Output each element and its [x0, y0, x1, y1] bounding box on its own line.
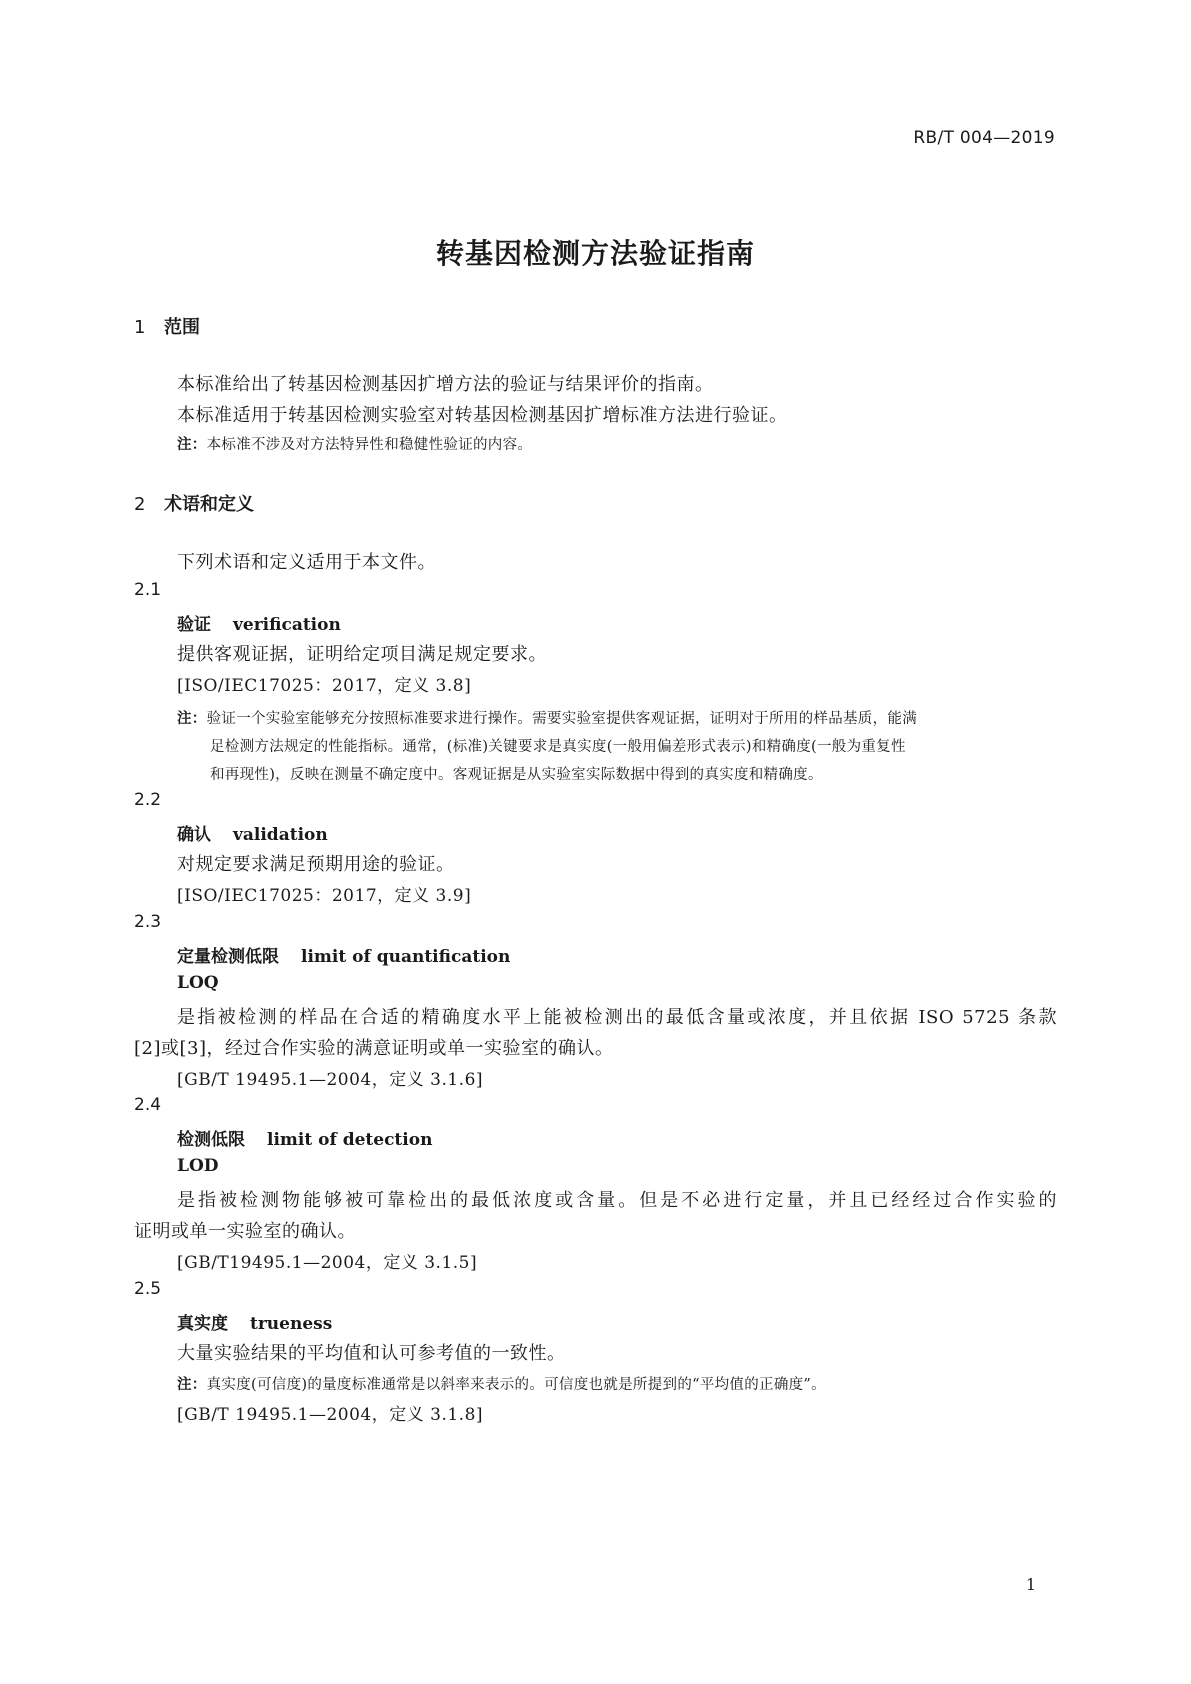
- term-en: trueness: [250, 1314, 333, 1334]
- definition-2-3-line-2: [2]或[3]，经过合作实验的满意证明或单一实验室的确认。: [134, 1038, 614, 1059]
- section-1-note: [177, 433, 532, 454]
- document-title: 转基因检测方法验证指南: [435, 237, 755, 270]
- source-2-3: [GB/T 19495.1—2004，定义 3.1.6]: [177, 1070, 484, 1090]
- definition-2-4-line-2: 证明或单一实验室的确认。: [134, 1221, 356, 1242]
- term-validation: [177, 820, 328, 845]
- term-zh: 检测低限: [177, 1130, 245, 1150]
- definition-2-2: 对规定要求满足预期用途的验证。: [177, 854, 455, 875]
- definition-2-4-line-1: 是指被检测物能够被可靠检出的最低浓度或含量。但是不必进行定量，并且已经经过合作实验的: [177, 1190, 1057, 1211]
- definition-2-1: 提供客观证据，证明给定项目满足规定要求。: [177, 644, 547, 665]
- note-label: 注：: [177, 1377, 207, 1393]
- note-2-5: [177, 1373, 826, 1394]
- page-number: 1: [1025, 1575, 1036, 1594]
- source-2-1: [ISO/IEC17025：2017，定义 3.8]: [177, 676, 472, 696]
- abbreviation-lod: LOD: [177, 1156, 219, 1176]
- note-text: 验证一个实验室能够充分按照标准要求进行操作。需要实验室提供客观证据，证明对于所用的样品基质，能满: [206, 711, 918, 727]
- clause-number-2-1: 2.1: [134, 580, 162, 600]
- section-1-paragraph-1: 本标准给出了转基因检测基因扩增方法的验证与结果评价的指南。: [177, 374, 714, 395]
- term-en: verification: [233, 615, 341, 635]
- term-zh: 真实度: [177, 1314, 228, 1334]
- note-text: 本标准不涉及对方法特异性和稳健性验证的内容。: [206, 437, 533, 453]
- source-2-2: [ISO/IEC17025：2017，定义 3.9]: [177, 886, 472, 906]
- source-2-4: [GB/T19495.1—2004，定义 3.1.5]: [177, 1253, 478, 1273]
- term-limit-of-quantification: [177, 942, 510, 967]
- note-2-1-line-2: 足检测方法规定的性能指标。通常，(标准)关键要求是真实度(一般用偏差形式表示)和精确度(一般为重复性: [210, 739, 906, 755]
- definition-2-5: 大量实验结果的平均值和认可参考值的一致性。: [177, 1343, 566, 1364]
- clause-number-2-2: 2.2: [134, 790, 162, 810]
- section-2-intro: 下列术语和定义适用于本文件。: [177, 552, 436, 573]
- note-2-1-line-1: [177, 707, 917, 728]
- section-1-paragraph-2: 本标准适用于转基因检测实验室对转基因检测基因扩增标准方法进行验证。: [177, 405, 788, 426]
- standard-code: RB/T 004—2019: [913, 128, 1055, 148]
- source-2-5: [GB/T 19495.1—2004，定义 3.1.8]: [177, 1405, 484, 1425]
- section-1-heading: [134, 313, 200, 339]
- term-verification: [177, 610, 341, 635]
- section-title: 范围: [164, 317, 200, 338]
- clause-number-2-3: 2.3: [134, 912, 162, 932]
- term-zh: 定量检测低限: [177, 947, 279, 967]
- term-zh: 验证: [177, 615, 211, 635]
- section-number: 1: [134, 317, 146, 338]
- definition-2-3-line-1: 是指被检测的样品在合适的精确度水平上能被检测出的最低含量或浓度，并且依据 ISO 5725 条款: [177, 1007, 1057, 1028]
- term-limit-of-detection: [177, 1125, 432, 1150]
- term-trueness: [177, 1309, 332, 1334]
- term-zh: 确认: [177, 825, 211, 845]
- note-label: 注：: [177, 437, 207, 453]
- section-number: 2: [134, 494, 146, 515]
- section-2-heading: [134, 490, 254, 516]
- abbreviation-loq: LOQ: [177, 973, 219, 993]
- clause-number-2-5: 2.5: [134, 1279, 162, 1299]
- clause-number-2-4: 2.4: [134, 1095, 162, 1115]
- section-title: 术语和定义: [164, 494, 254, 515]
- term-en: limit of detection: [267, 1130, 433, 1150]
- note-label: 注：: [177, 711, 207, 727]
- note-text: 真实度(可信度)的量度标准通常是以斜率来表示的。可信度也就是所提到的“平均值的正确度”。: [206, 1377, 826, 1393]
- note-2-1-line-3: 和再现性)，反映在测量不确定度中。客观证据是从实验室实际数据中得到的真实度和精确度。: [210, 767, 823, 783]
- term-en: validation: [233, 825, 328, 845]
- term-en: limit of quantification: [301, 947, 511, 967]
